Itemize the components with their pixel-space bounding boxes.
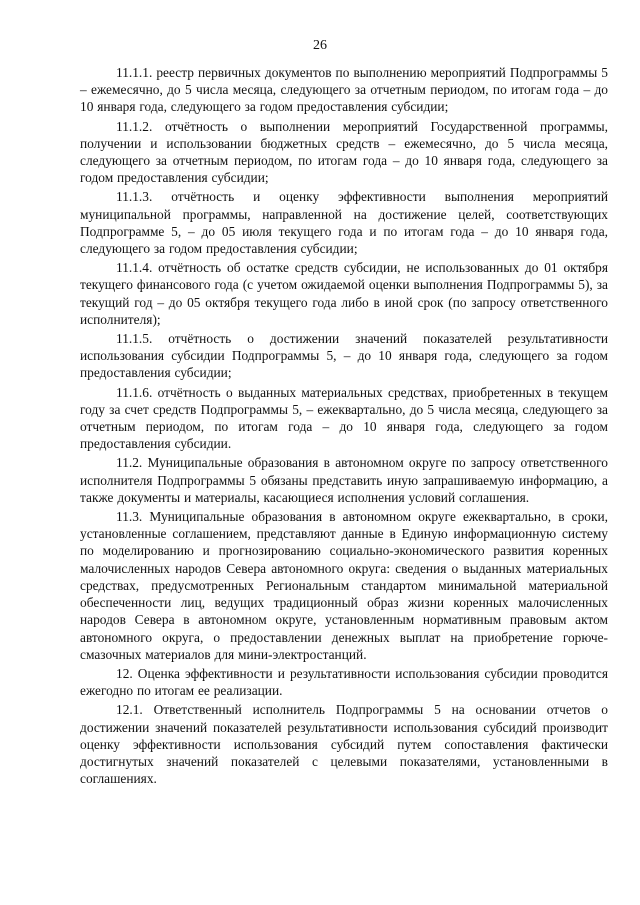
paragraph-11-1-3: 11.1.3. отчётность и оценку эффективности выполнения мероприятий муниципальной программы, направленной на достижение целей, соответствующих Подпрограмме 5, – до 05 июля текущего года и по итогам года – до 10 января года, следующего за годом предоставления субсидии; xyxy=(80,189,608,257)
page-number: 26 xyxy=(313,38,327,53)
document-body xyxy=(80,64,608,789)
paragraph-11-2: 11.2. Муниципальные образования в автономном округе по запросу ответственного исполнителя Подпрограммы 5 обязаны представить иную запрашиваемую информацию, а также документы и материалы, касающиеся исполнения условий соглашения. xyxy=(80,455,608,505)
paragraph-11-1-2: 11.1.2. отчётность о выполнении мероприятий Государственной программы, получении и использовании бюджетных средств – ежемесячно, до 5 числа месяца, следующего за отчетным периодом, по итогам года – до 10 января года, следующего за годом предоставления субсидии; xyxy=(80,118,608,186)
paragraph-11-3: 11.3. Муниципальные образования в автономном округе ежеквартально, в сроки, установленные соглашением, представляют данные в Единую информационную систему по моделированию и прогнозированию социально-экономического развития коренных малочисленных народов Севера автономного округа: сведения о выданных материальных средствах, предусмотренных Региональным стандартом минимальной материальной обеспеченности лиц, ведущих традиционный образ жизни коренных малочисленных народов Севера в автономном округе, установленным нормативным правовым актом автономного округа, о предоставлении денежных выплат на приобретение горюче-смазочных материалов для мини-электростанций. xyxy=(80,509,608,662)
paragraph-11-1-6: 11.1.6. отчётность о выданных материальных средствах, приобретенных в текущем году за счет средств Подпрограммы 5, – ежеквартально, до 5 числа месяца, следующего за отчетным периодом, по итогам года – до 10 января года, следующего за годом предоставления субсидии. xyxy=(80,384,608,452)
paragraph-11-1-4: 11.1.4. отчётность об остатке средств субсидии, не использованных до 01 октября текущего финансового года (с учетом ожидаемой оценки выполнения Подпрограммы 5), за текущий год – до 05 октября текущего года либо в иной срок (по запросу ответственного исполнителя); xyxy=(80,260,608,327)
paragraph-12-1: 12.1. Ответственный исполнитель Подпрограммы 5 на основании отчетов о достижении значений показателей результативности использования субсидий производит оценку эффективности использования субсидий путем сопоставления фактически достигнутых значений показателей с целевыми показателями, установленными в соглашениях. xyxy=(80,702,608,787)
paragraph-11-1-5: 11.1.5. отчётность о достижении значений показателей результативности использования субсидии Подпрограммы 5, – до 10 января года, следующего за годом предоставления субсидии; xyxy=(80,331,608,381)
paragraph-11-1-1: 11.1.1. реестр первичных документов по выполнению мероприятий Подпрограммы 5 – ежемесячно, до 5 числа месяца, следующего за отчетным периодом, по итогам года – до 10 января года, следующего за годом предоставления субсидии; xyxy=(80,65,608,115)
paragraph-12: 12. Оценка эффективности и результативности использования субсидии проводится ежегодно по итогам ее реализации. xyxy=(80,665,608,699)
